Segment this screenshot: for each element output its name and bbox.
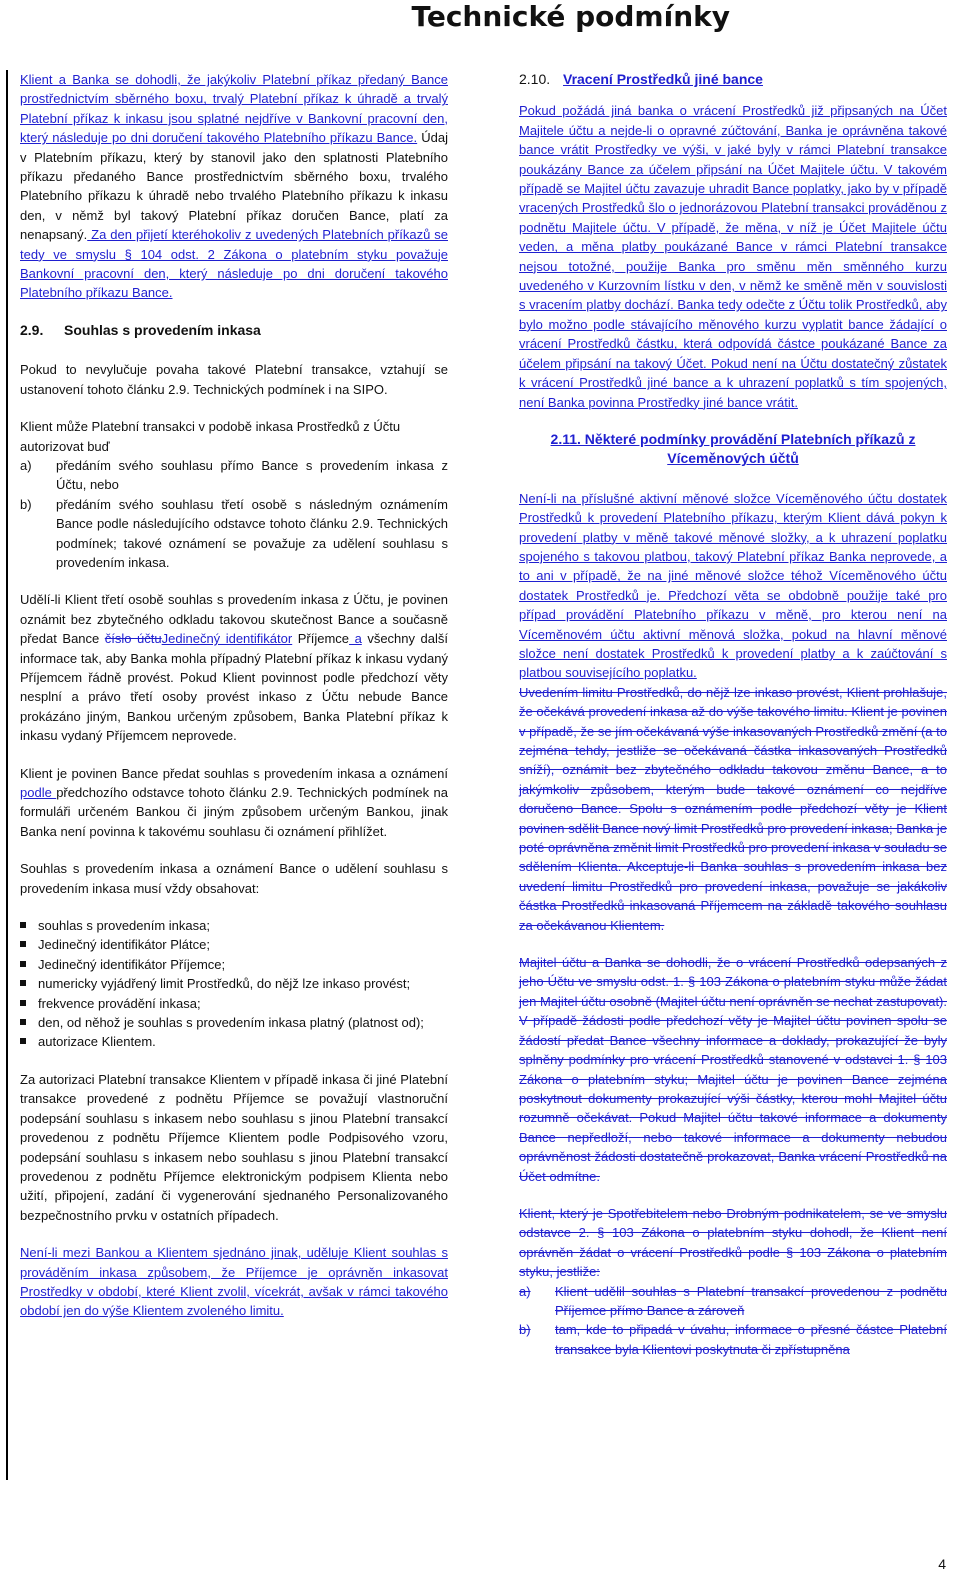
inserted-text: 2 Zákona o platebním styku považuje Bankovní pracovní den, který následuje po dni doručení takového Platebního příkazu Bance. <box>20 246 448 301</box>
paragraph-text: Udělí-li Klient třetí osobě souhlas s provedením inkasa z Účtu, je povinen oznámit bez zbytečného odkladu takovou skutečnost Bance a současně předat Bance <box>20 592 448 647</box>
inserted-text: Za den přijetí kteréhokoliv z uvedených Platebních příkazů se tedy ve smyslu § 104 odst. <box>20 227 448 262</box>
bullet-icon <box>20 1019 26 1025</box>
paragraph-deleted-consumer <box>519 1204 947 1282</box>
section-title: Vracení Prostředků jiné bance <box>563 71 763 87</box>
inserted-text: Není-li mezi Bankou a Klientem sjednáno jinak, uděluje Klient souhlas s prováděním inkasa způsobem, že Příjemce je oprávněn inkasovat Prostředky v období, které Klient zvolil, vícekrát, avšak v rámci takového období jen do výše Klientem zvoleného limitu. <box>20 1245 448 1319</box>
left-column <box>20 70 448 1339</box>
title-wrap <box>230 0 730 34</box>
list-item <box>20 974 448 993</box>
paragraph-consent-contents: Souhlas s provedením inkasa a oznámení Bance o udělení souhlasu s provedením inkasa musí vždy obsahovat: <box>20 861 448 896</box>
deleted-text: Klient, který je Spotřebitelem nebo Drobným podnikatelem, se ve smyslu odstavce 2. § 103 Zákona o platebním styku dohodl, že Klient není oprávněn žádat o vrácení Prostředků podle § 103 Zákona o platebním styku, jestliže: <box>519 1205 947 1280</box>
list-item <box>20 495 448 573</box>
list-label: b) <box>519 1322 531 1338</box>
paragraph-sipo: Pokud to nevylučuje povaha takové Platební transakce, vztahují se ustanovení tohoto článku 2.9. Technických podmínek i na SIPO. <box>20 362 448 397</box>
revision-change-bar <box>6 70 8 1480</box>
list-text: autorizace Klientem. <box>38 1034 156 1050</box>
list-text: tam, kde to připadá v úvahu, informace o přesné částce Platební transakce byla Klientovi poskytnuta či zpřístupněna <box>555 1322 947 1357</box>
list-text: Jedinečný identifikátor Příjemce; <box>38 956 226 972</box>
bullet-icon <box>20 1000 26 1006</box>
bullet-icon <box>20 941 26 947</box>
paragraph-deleted-refund <box>519 953 947 1186</box>
list-item <box>20 955 448 974</box>
inserted-text: Klient a Banka se dohodli, že jakýkoliv Platební příkaz předaný Bance prostřednictvím sběrného boxu, trvalý Platební příkaz k úhradě a trvalý Platební příkaz k inkasu jsou splatné nejdříve v Bankovní pracovní den, který následuje po dni doručení takového Platebního příkazu Bance. <box>20 72 448 146</box>
consumer-conditions-list <box>519 1282 947 1360</box>
inserted-text: Jedinečný identifikátor <box>161 631 293 647</box>
list-text: souhlas s provedením inkasa; <box>38 918 210 934</box>
section-title: Souhlas s provedením inkasa <box>64 321 261 338</box>
inserted-text: podle <box>20 785 57 800</box>
paragraph-text: Údaj v Platebním příkazu, který by stanovil jako den splatnosti Platebního příkazu předaného Bance prostřednictvím sběrného boxu, trvalého Platebního příkazu k úhradě nebo trvalého Platebního příkazu k inkasu den, v němž byl takový Platební příkaz doručen Bance, platí za nenapsaný. <box>20 130 448 243</box>
page-title: Technické podmínky <box>411 0 730 33</box>
paragraph-authorize-intro: Klient může Platební transakci v podobě inkasa Prostředků z Účtu autorizovat buď <box>20 419 401 454</box>
list-item <box>519 1282 947 1321</box>
list-label: b) <box>20 496 32 512</box>
paragraph-text: Klient je povinen Bance předat souhlas s provedením inkasa a oznámení <box>20 765 448 781</box>
list-item <box>20 994 448 1013</box>
paragraph-payment-order-due <box>20 70 448 303</box>
list-text: den, od něhož je souhlas s provedením inkasa platný (platnost od); <box>38 1015 424 1031</box>
paragraph-text: všechny další informace tak, aby Banka mohla případný Platební příkaz k inkasu vydaný Příjemcem řádně provést. Pokud Klient povinnost podle předchozí věty nesplní a právo třetí osoby provést inkaso z Účtu nebude Bance prokázáno jiným, Bankou určeným způsobem, Banka Platební příkaz k inkasu vydaný Příjemcem neprovede. <box>20 631 449 744</box>
paragraph-text: Příjemce <box>292 631 350 647</box>
list-text: předáním svého souhlasu přímo Bance s provedením inkasa z Účtu, nebo <box>56 457 448 493</box>
list-label: a) <box>519 1283 531 1299</box>
bullet-icon <box>20 961 26 967</box>
paragraph-return-funds <box>519 101 947 412</box>
deleted-text: Uvedením limitu Prostředků, do nějž lze inkaso provést, Klient prohlašuje, že očekává provedení inkasa až do výše takového limitu. Klient je povinen v případě, že se jím očekávaná výše inkasovaných Prostředků změní (a to zejména tehdy, jestliže se očekávaná částka inkasovaných Prostředků sníží), oznámit bez zbytečného odkladu takovou změnu Bance, a to jakýmkoliv způsobem, kterým bude takové oznámení co nejdříve doručeno Bance. Spolu s oznámením podle předchozí věty je Klient povinen sdělit Bance nový limit Prostředků pro provedení inkasa; Banka je poté oprávněna změnit limit Prostředků pro provedení inkasa v souladu se sdělením Klienta. Akceptuje-li Banka souhlas s provedením inkasa bez uvedení limitu Prostředků pro provedení inkasa, považuje se jakákoliv částka Prostředků inkasovaná Příjemcem na základě takového souhlasu za očekávanou Klientem. <box>519 684 947 933</box>
list-item <box>20 456 448 495</box>
list-item <box>20 935 448 954</box>
list-item <box>20 916 448 935</box>
inserted-text: a <box>349 631 362 647</box>
consent-contents-list <box>20 916 448 1052</box>
paragraph-authorization: Za autorizaci Platební transakce Klientem v případě inkasa či jiné Platební transakce provedené z podnětu Příjemce se považují vlastnoruční podepsání souhlasu s inkasem nebo souhlasu s jinou Platební transakcí provedenou z podnětu Příjemce Klientem podle Podpisového vzoru, podepsání souhlasu s inkasem nebo souhlasu s jinou Platební transakcí provedenou z podnětu Příjemce elektronickým podpisem Klienta nebo užití, připojení, zadání či vygenerování sjednaného Personalizovaného bezpečnostního prvku v ostatních případech. <box>20 1071 448 1223</box>
section-heading-2-9 <box>20 321 448 340</box>
paragraph-deleted-limit <box>519 683 947 935</box>
paragraph-text: předchozího odstavce tohoto článku 2.9. Technických podmínek na formuláři určeném Bankou či jiným způsobem určeným Bankou, jinak Banka není povinna k takovému souhlasu či oznámení přihlížet. <box>20 785 448 839</box>
list-item <box>20 1013 448 1032</box>
list-text: numericky vyjádřený limit Prostředků, do nějž lze inkaso provést; <box>38 976 411 992</box>
bullet-icon <box>20 1038 26 1044</box>
section-heading-2-11: 2.11. Některé podmínky provádění Platebních příkazů z Víceměnových účtů <box>550 430 916 467</box>
list-item <box>519 1320 947 1359</box>
list-text: Jedinečný identifikátor Plátce; <box>38 937 210 953</box>
deleted-text: Majitel účtu a Banka se dohodli, že o vrácení Prostředků odepsaných z jeho Účtu ve smyslu odst. 1. § 103 Zákona o platebním styku může žádat jen Majitel účtu osobně (Majitel účtu není oprávněn se nechat zastupovat). V případě žádosti podle předchozí věty je Majitel účtu povinen spolu se žádostí předat Bance všechny informace a doklady, prokazující že byly splněny podmínky pro vrácení Prostředků stanovené v odstavci 1. § 103 Zákona o platebním styku; Majitel účtu je povinen Bance zejména poskytnout dokumenty prokazující výši částky, kterou mohl Majitel účtu rozumně očekávat. Pokud Majitel účtu takové informace a dokumenty Bance nepředloží, nebo takové informace a dokumenty nebudou oprávněnost žádosti dostatečně prokazovat, Banka vrácení Prostředků na Účet odmítne. <box>519 955 947 1184</box>
list-label: a) <box>20 457 32 473</box>
paragraph-consent-form <box>20 764 448 842</box>
authorize-options-list <box>20 456 448 572</box>
list-text: Klient udělil souhlas s Platební transakcí provedenou z podnětu Příjemce přímo Bance a zároveň <box>555 1283 947 1318</box>
paragraph-third-party-consent <box>20 590 448 745</box>
section-number: 2.9. <box>20 321 44 338</box>
inserted-text: Pokud požádá jiná banka o vrácení Prostředků již připsaných na Účet Majitele účtu a nejde-li o opravné zúčtování, Banka je oprávněna takové bance vrátit Prostředky ve výši, v jaké byly v rámci Platební transakce poukázány Bance za účelem připsání na Účet Majitele účtu. V takovém případě se Majitel účtu zavazuje uhradit Bance poplatky, jako by v případě vracených Prostředků šlo o jednorázovou Platební transakci prováděnou z podnětu Majitele účtu. V případě, že měna, v níž je Účet Majitele účtu veden, a měna platby poukázané Bance v rámci Platební transakce nejsou totožné, použije Banka pro směnu měn směnného kurzu uvedeného v Kurzovním lístku v den, v němž ke směně měn v souvislosti s vracením platby dochází. Banka tedy odečte z Účtu tolik Prostředků, aby bylo možno podle stávajícího měnového kurzu vyplatit bance žádající o vrácení Prostředků částku, která odpovídá částce poukázané Bance za účelem připsání na takový Účet. Pokud není na Účtu dostatečný zůstatek k vrácení Prostředků jiné bance a k uhrazení poplatků s tím spojených, není Banka povinna Prostředky jiné bance vrátit. <box>519 103 947 410</box>
inserted-text: Není-li na příslušné aktivní měnové složce Víceměnového účtu dostatek Prostředků k provedení Platebního příkazu, kterým Klient dává pokyn k provedení platby v měně takové měnové složky, a k uhrazení poplatku spojeného s takovou platbou, takový Platební příkaz Banka neprovede, a to ani v případě, že na jiné měnové složce téhož Víceměnového účtu dostatek Prostředků je. Předchozí věta se obdobně použije také pro případ provádění Platebního příkazu v měně, pro kterou není na Víceměnovém účtu aktivní měnová složka, pokud na hlavní měnové složce není dostatek Prostředků k provedení platby a k zaúčtování s platbou souvisejícího poplatku. <box>519 490 947 681</box>
page-number: 4 <box>938 1556 946 1572</box>
bullet-icon <box>20 980 26 986</box>
section-number: 2.10. <box>519 71 551 87</box>
right-column <box>519 70 947 1377</box>
paragraph-inkaso-limit <box>20 1243 448 1321</box>
list-text: předáním svého souhlasu třetí osobě s následným oznámením Bance podle následujícího odstavce tohoto článku 2.9. Technických podmínek; takové oznámení se považuje za udělení souhlasu s provedením inkasa. <box>56 496 448 570</box>
deleted-text: číslo účtu <box>104 631 162 647</box>
list-item <box>20 1032 448 1051</box>
paragraph-multicurrency <box>519 489 947 683</box>
bullet-icon <box>20 922 26 928</box>
list-text: frekvence provádění inkasa; <box>38 995 201 1011</box>
section-heading-2-10 <box>519 70 947 89</box>
